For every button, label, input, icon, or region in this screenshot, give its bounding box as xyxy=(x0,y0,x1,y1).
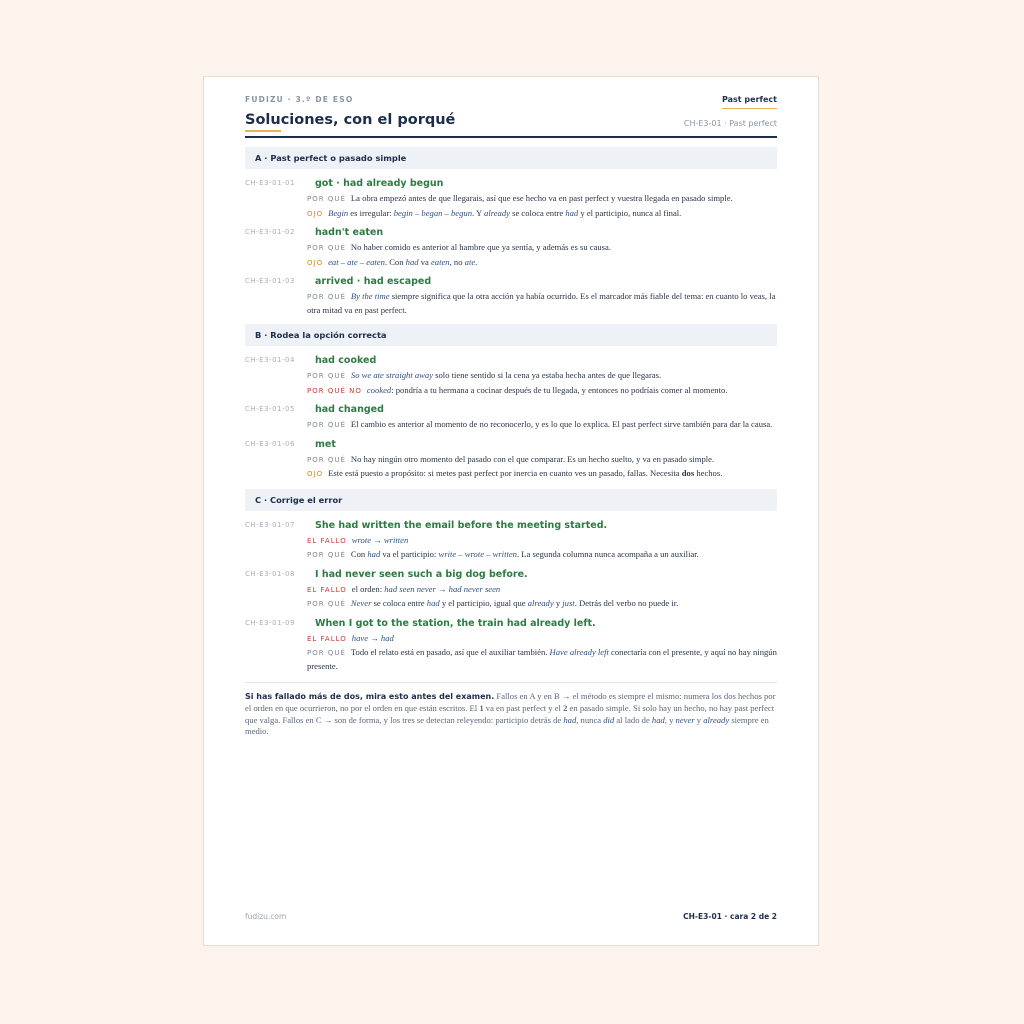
why-text: had xyxy=(426,598,440,608)
note-text: al lado de xyxy=(614,714,652,725)
note-text: had xyxy=(563,714,577,725)
topic-label: Past perfect xyxy=(722,95,777,104)
header-rule xyxy=(245,136,777,138)
worksheet-code: CH-E3-01 · Past perfect xyxy=(683,119,777,128)
item-code: CH-E3-01-02 xyxy=(245,228,295,236)
note-text: Fallos en A y en B → el método es siempre el mismo: numera los dos hechos por el orden en que ocurrieron, no por el orden en que están escritos. El xyxy=(245,691,776,713)
note-text: en pasado simple. Si solo hay un hecho, no hay past perfect que valga. Fallos en C → son de forma, y los tres se detectan releyendo: participio detrás de xyxy=(245,702,775,725)
section-b-heading: B · Rodea la opción correcta xyxy=(245,324,777,346)
ojo-text: Este está puesto a propósito: si metes past perfect por inercia en cuanto ves un pasado, fallas. Necesita xyxy=(328,468,682,478)
answer: When I got to the station, the train had already left. xyxy=(315,617,596,629)
error-text: had seen never → had never seen xyxy=(384,583,501,594)
why-text: Todo el relato está en pasado, así que el auxiliar también. xyxy=(350,647,550,657)
why-tag: POR QUÉ xyxy=(307,195,346,203)
error-tag: EL FALLO xyxy=(307,585,347,594)
answer: had cooked xyxy=(315,355,377,366)
error-line xyxy=(307,583,777,597)
note-text: never xyxy=(675,714,695,725)
why-text: se coloca entre xyxy=(371,598,427,608)
footer-site: fudizu.com xyxy=(245,912,287,921)
why-not-text: cooked xyxy=(366,384,392,395)
solution-item xyxy=(245,403,777,432)
ojo-tag: OJO xyxy=(307,209,324,218)
item-code: CH-E3-01-05 xyxy=(245,405,295,413)
ojo-text: , no xyxy=(449,256,465,267)
why-line xyxy=(307,369,777,383)
why-text: already xyxy=(527,598,554,608)
why-tag: POR QUÉ xyxy=(307,244,346,252)
note-text: already xyxy=(703,714,730,725)
why-text: . La segunda columna nunca acompaña a un auxiliar. xyxy=(516,549,699,559)
error-line xyxy=(307,632,777,646)
solution-item xyxy=(245,177,777,220)
note-text: siempre en medio. xyxy=(245,714,769,737)
ojo-text: se coloca entre xyxy=(509,207,566,218)
ojo-text: already xyxy=(484,207,510,218)
note-lead: Si has fallado más de dos, mira esto antes del examen. xyxy=(245,692,495,701)
answer: arrived · had escaped xyxy=(315,276,432,287)
why-text: va el participio: xyxy=(380,549,439,559)
ojo-text: hechos. xyxy=(694,468,723,478)
why-tag: POR QUÉ xyxy=(307,455,346,464)
why-text: just xyxy=(562,598,575,608)
ojo-text: Begin xyxy=(328,207,349,218)
section-a-heading: A · Past perfect o pasado simple xyxy=(245,147,777,169)
why-line xyxy=(307,597,777,611)
ojo-text: dos xyxy=(681,468,695,478)
page-title: Soluciones, con el porqué xyxy=(245,112,456,128)
ojo-tag: OJO xyxy=(307,470,324,478)
why-text: solo tiene sentido si la cena ya estaba hecha antes de que llegaras. xyxy=(433,370,662,380)
answer: She had written the email before the meeting started. xyxy=(315,519,608,531)
ojo-text: . xyxy=(475,256,478,267)
solutions-content xyxy=(245,147,777,738)
why-text: had xyxy=(367,549,381,559)
why-text: conectaría con el presente, y aquí no hay ningún presente. xyxy=(307,647,777,671)
note-text: 1 xyxy=(479,702,484,713)
why-text: No hay ningún otro momento del pasado con el que comparar. Es un hecho suelto, y va en pasado simple. xyxy=(350,453,715,464)
worksheet-page xyxy=(203,76,819,946)
why-text: Con xyxy=(350,549,368,559)
why-text: write – wrote – written xyxy=(438,549,517,559)
why-line xyxy=(307,241,777,255)
why-line xyxy=(307,453,777,467)
why-line xyxy=(307,192,777,206)
why-text: El cambio es anterior al momento de no reconocerlo, y es lo que lo explica. El past perfect sirve también para dar la causa. xyxy=(350,419,773,429)
item-code: CH-E3-01-08 xyxy=(245,569,295,578)
why-tag: POR QUÉ xyxy=(307,421,346,429)
why-text: y el participio, igual que xyxy=(439,598,528,608)
solution-item xyxy=(245,354,777,397)
why-tag: POR QUÉ xyxy=(307,649,346,657)
note-text: had xyxy=(651,714,665,725)
answer: got · had already begun xyxy=(315,178,444,189)
why-line xyxy=(307,646,777,672)
answer: had changed xyxy=(315,404,384,415)
why-line xyxy=(307,548,777,562)
error-text: wrote → written xyxy=(351,534,409,545)
solution-item xyxy=(245,617,777,673)
solution-item xyxy=(245,226,777,269)
item-code: CH-E3-01-01 xyxy=(245,179,295,187)
review-note xyxy=(245,691,777,738)
why-text: . Detrás del verbo no puede ir. xyxy=(574,598,679,608)
answer: hadn't eaten xyxy=(315,227,384,238)
answer: met xyxy=(315,438,336,450)
ojo-text: begin – began – begun xyxy=(393,207,473,218)
ojo-text: had xyxy=(405,256,419,267)
why-text: Never xyxy=(350,598,372,608)
why-tag: POR QUÉ xyxy=(307,551,346,559)
solution-item xyxy=(245,438,777,481)
why-not-tag: POR QUÉ NO xyxy=(307,386,362,395)
why-not-line xyxy=(307,384,777,398)
ojo-text: va xyxy=(418,256,431,267)
why-text: No haber comido es anterior al hambre que ya sentía, y además es su causa. xyxy=(350,242,611,252)
note-text: 2 xyxy=(563,702,568,713)
item-code: CH-E3-01-06 xyxy=(245,439,295,448)
ojo-text: . Y xyxy=(472,207,485,218)
why-text: By the time xyxy=(350,291,390,301)
solution-item xyxy=(245,275,777,316)
item-code: CH-E3-01-03 xyxy=(245,277,295,285)
item-code: CH-E3-01-09 xyxy=(245,618,295,627)
ojo-line xyxy=(307,207,777,221)
why-text: y xyxy=(553,598,563,608)
why-tag: POR QUÉ xyxy=(307,372,346,380)
ojo-text: eaten xyxy=(430,256,450,267)
ojo-line xyxy=(307,467,777,481)
ojo-line xyxy=(307,256,777,270)
note-text: , nunca xyxy=(576,714,604,725)
ojo-tag: OJO xyxy=(307,258,324,267)
note-text: , y xyxy=(664,714,676,725)
title-accent xyxy=(245,130,281,132)
section-c-heading: C · Corrige el error xyxy=(245,489,777,511)
why-line xyxy=(307,418,777,432)
note-text: did xyxy=(603,714,615,725)
note-text: va en past perfect y el xyxy=(483,702,564,713)
why-text: La obra empezó antes de que llegarais, así que ese hecho va en past perfect y vuestra llegada en pasado simple. xyxy=(350,193,733,203)
error-text: el orden: xyxy=(351,583,385,594)
why-line xyxy=(307,290,777,316)
error-text: have → had xyxy=(351,632,394,643)
error-tag: EL FALLO xyxy=(307,536,347,545)
why-not-text: : pondría a tu hermana a cocinar después de tu llegada, y entonces no podríais comer al momento. xyxy=(391,384,728,395)
note-text: y xyxy=(694,714,704,725)
solution-item xyxy=(245,519,777,562)
ojo-text: y el participio, nunca al final. xyxy=(578,207,682,218)
ojo-text: had xyxy=(565,207,579,218)
ojo-text: es irregular: xyxy=(348,207,394,218)
solution-item xyxy=(245,568,777,611)
item-code: CH-E3-01-07 xyxy=(245,520,295,529)
answer: I had never seen such a big dog before. xyxy=(315,568,528,580)
error-tag: EL FALLO xyxy=(307,634,347,643)
ojo-text: ate xyxy=(464,256,476,267)
brand-label: FUDIZU · 3.º DE ESO xyxy=(245,95,354,104)
why-tag: POR QUÉ xyxy=(307,600,346,608)
item-code: CH-E3-01-04 xyxy=(245,356,295,364)
ojo-text: eat – ate – eaten xyxy=(328,256,385,267)
divider xyxy=(245,682,777,683)
why-text: So we ate straight away xyxy=(350,370,434,380)
why-tag: POR QUÉ xyxy=(307,293,346,301)
error-line xyxy=(307,534,777,548)
why-text: siempre significa que la otra acción ya había ocurrido. Es el marcador más fiable del tema: en cuanto lo veas, la otra mitad va en past perfect. xyxy=(307,291,776,315)
why-text: Have already left xyxy=(549,647,609,657)
footer-page: CH-E3-01 · cara 2 de 2 xyxy=(683,912,777,921)
ojo-text: . Con xyxy=(384,256,406,267)
